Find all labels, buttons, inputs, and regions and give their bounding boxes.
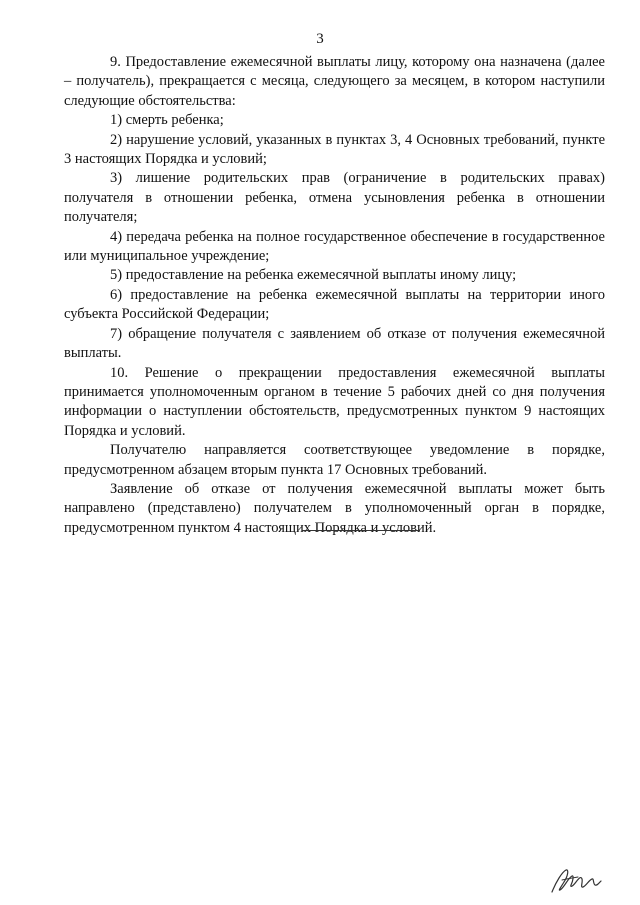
document-body [64,53,605,538]
separator-line [302,530,420,531]
list-item-3: 3) лишение родительских прав (ограничение в родительских правах) получателя в отношении ребенка, отмена усыновления ребенка в отношении получателя; [64,170,605,226]
list-item-5: 5) предоставление на ребенка ежемесячной выплаты иному лицу; [110,267,517,284]
list-item-2: 2) нарушение условий, указанных в пунктах 3, 4 Основных требований, пункте 3 настоящих Порядка и условий; [64,131,605,168]
list-item-1: 1) смерть ребенка; [110,112,224,129]
list-item-6: 6) предоставление на ребенка ежемесячной выплаты на территории иного субъекта Российской Федерации; [64,286,605,323]
paragraph-item-9: 9. Предоставление ежемесячной выплаты лицу, которому она назначена (далее – получатель), прекращается с месяца, следующего за месяцем, в котором наступили следующие обстоятельства: [64,54,605,109]
paragraph-refusal-application: Заявление об отказе от получения ежемесячной выплаты может быть направлено (представлено) получателем в уполномоченный орган в порядке, предусмотренном пунктом 4 настоящих Порядка и условий. [64,480,605,536]
list-item-7: 7) обращение получателя с заявлением об отказе от получения ежемесячной выплаты. [64,325,605,362]
page-number: 3 [316,31,324,47]
paragraph-notification: Получателю направляется соответствующее уведомление в порядке, предусмотренном абзацем вторым пункта 17 Основных требований. [64,442,605,478]
list-item-4: 4) передача ребенка на полное государственное обеспечение в государственное или муниципальное учреждение; [64,228,605,265]
paragraph-item-10: 10. Решение о прекращении предоставления ежемесячной выплаты принимается уполномоченным органом в течение 5 рабочих дней со дня получения информации о наступлении обстоятельств, предусмотренных пунктом 9 настоящих Порядка и условий. [64,364,605,439]
handwritten-signature-icon [548,864,604,898]
